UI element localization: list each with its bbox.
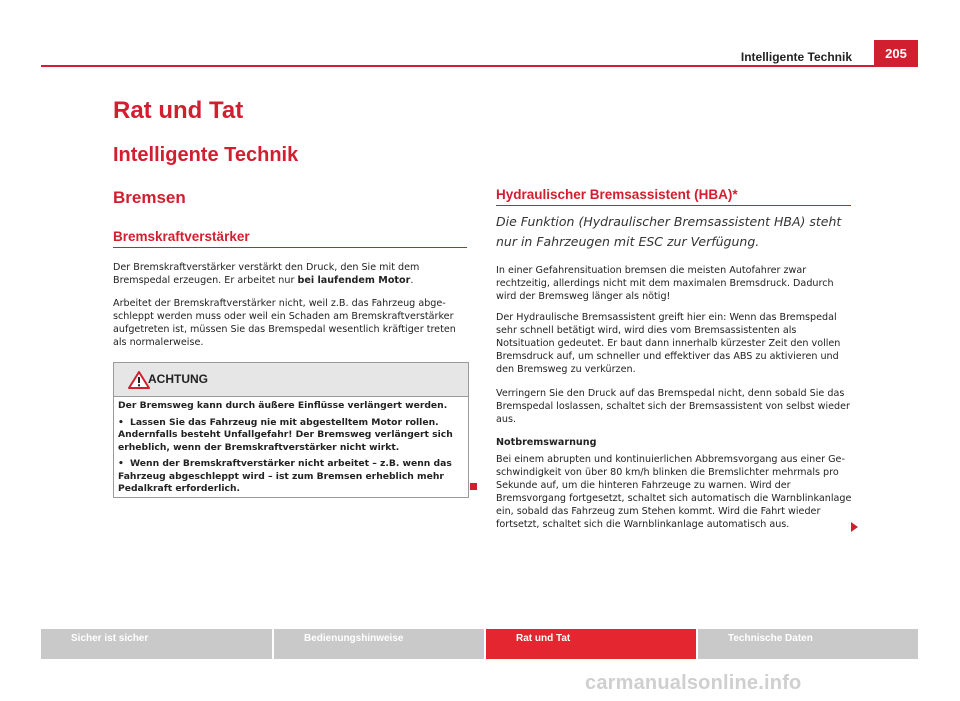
- section-title: Bremsen: [113, 188, 186, 207]
- footer-tab-technische-daten[interactable]: Technische Daten: [698, 629, 918, 659]
- right-paragraph-4: Bei einem abrupten und kontinuierlichen Abbremsvorgang aus einer Geschwindigkeit von über 80 km/h blinken die Bremslichter mehrmals pro Sekunde auf, um die hinteren Fahrzeuge zu warnen. Wird der Bremsvorgang fortgesetzt, schaltet sich automatisch die Warnblinkanlage ein, sobald das Fahrzeug zum Stehen kommt. Wird die Fahrt wieder fortsetzt, schaltet sich die Warnblinkanlage automatisch aus.: [496, 454, 852, 530]
- warning-box: [113, 362, 469, 498]
- footer-tab-rat-und-tat[interactable]: Rat und Tat: [486, 629, 696, 659]
- warning-bullet: [118, 417, 466, 455]
- right-subheading: Notbremswarnung: [496, 437, 597, 448]
- footer-tabs: [41, 629, 918, 659]
- footer-tab-sicher-ist-sicher[interactable]: Sicher ist sicher: [41, 629, 272, 659]
- running-header-title: Intelligente Technik: [740, 50, 852, 64]
- warning-title: ACHTUNG: [148, 372, 208, 386]
- left-paragraph-1: [113, 261, 467, 287]
- continue-arrow-icon: [851, 522, 858, 532]
- right-paragraph-2: Der Hydraulische Bremsassistent greift hier ein: Wenn das Bremspedal sehr schnell betätigt wird, wird dies vom Bremsassistenten als Notsituation gedeutet. Er baut dann innerhalb kürzester Zeit den vollen Bremsdruck auf, um schneller und effektiver das ABS zu aktivieren und den Bremsweg zu verkürzen.: [496, 312, 841, 375]
- right-paragraph-1: In einer Gefahrensituation bremsen die meisten Autofahrer zwar rechtzeitig, allerdings nicht mit dem maximalen Bremsdruck. Dadurch wird der Bremsweg länger als nötig!: [496, 265, 834, 302]
- footer-tab-bedienungshinweise[interactable]: Bedienungshinweise: [274, 629, 484, 659]
- warning-bullet: [118, 458, 466, 496]
- warning-intro: Der Bremsweg kann durch äußere Einflüsse verlängert werden.: [118, 400, 448, 411]
- chapter-subtitle: Intelligente Technik: [113, 144, 299, 166]
- bullet-icon: •: [118, 458, 124, 469]
- header-rule: [41, 65, 918, 67]
- right-heading: Hydraulischer Bremsassistent (HBA)*: [496, 187, 851, 206]
- chapter-title: Rat und Tat: [113, 97, 244, 124]
- bullet-icon: •: [118, 416, 124, 428]
- left-p1-text: Der Bremskraftverstärker verstärkt den Druck, den Sie mit dem Bremspedal erzeugen. Er arbeitet nur: [113, 262, 420, 286]
- warning-header: [114, 363, 468, 397]
- warning-triangle-icon: [128, 371, 150, 389]
- warning-body: [118, 400, 466, 500]
- left-heading: Bremskraftverstärker: [113, 229, 467, 248]
- page-number: 205: [874, 40, 918, 66]
- section-end-square-icon: [470, 483, 477, 490]
- watermark: carmanualsonline.info: [585, 672, 802, 694]
- left-p1-bold: bei laufendem Motor: [297, 275, 411, 286]
- warning-bullet-text: Lassen Sie das Fahrzeug nie mit abgestelltem Motor rollen. Andernfalls besteht Unfallgefahr! Der Bremsweg verlängert sich erheblich, wenn der Bremskraftverstärker nicht wirkt.: [118, 416, 453, 453]
- left-paragraph-2: Arbeitet der Bremskraftverstärker nicht, weil z.B. das Fahrzeug abgeschleppt werden muss oder weil ein Schaden am Bremskraftverstärker aufgetreten ist, müssen Sie das Bremspedal wesentlich kräftiger treten als normalerweise.: [113, 298, 456, 348]
- left-p1-end: .: [410, 275, 414, 286]
- right-lead: Die Funktion (Hydraulischer Bremsassistent HBA) steht nur in Fahrzeugen mit ESC zur Verfügung.: [496, 214, 842, 249]
- warning-bullet-text: Wenn der Bremskraftverstärker nicht arbeitet – z.B. wenn das Fahrzeug abgeschleppt wird – ist zum Bremsen erheblich mehr Pedalkraft erforderlich.: [118, 458, 452, 494]
- right-paragraph-3: Verringern Sie den Druck auf das Bremspedal nicht, denn sobald Sie das Bremspedal loslassen, schaltet sich der Bremsassistent von selbst wieder aus.: [496, 388, 850, 425]
